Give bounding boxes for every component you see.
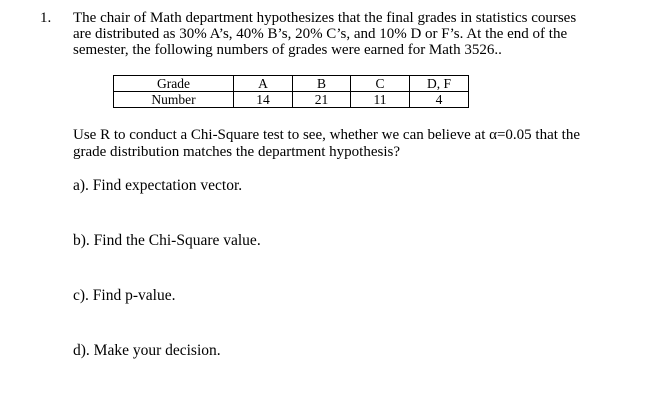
instruction-text [73, 127, 580, 161]
grade-cell-df: D, F [410, 76, 469, 92]
grade-label-cell: Grade [114, 76, 234, 92]
problem-line: The chair of Math department hypothesizes that the final grades in statistics courses [73, 10, 577, 26]
part-d: d). Make your decision. [73, 342, 221, 359]
grade-row [114, 76, 469, 92]
problem-statement [73, 10, 653, 58]
instruction-line: grade distribution matches the department hypothesis? [73, 144, 400, 160]
grades-table [113, 75, 469, 108]
number-label-cell: Number [114, 92, 234, 108]
grade-cell-c: C [351, 76, 410, 92]
count-cell-a: 14 [234, 92, 293, 108]
grade-cell-a: A [234, 76, 293, 92]
number-row [114, 92, 469, 108]
grade-cell-b: B [293, 76, 351, 92]
part-c: c). Find p-value. [73, 287, 176, 304]
count-cell-c: 11 [351, 92, 410, 108]
problem-line: are distributed as 30% A’s, 40% B’s, 20% C’s, and 10% D or F’s. At the end of the [73, 26, 568, 42]
count-cell-df: 4 [410, 92, 469, 108]
instruction-line: Use R to conduct a Chi-Square test to see, whether we can believe at α=0.05 that the [73, 127, 580, 143]
part-b: b). Find the Chi-Square value. [73, 232, 261, 249]
count-cell-b: 21 [293, 92, 351, 108]
part-a: a). Find expectation vector. [73, 177, 243, 194]
problem-number: 1. [40, 10, 52, 26]
problem-line: semester, the following numbers of grades were earned for Math 3526.. [73, 42, 502, 58]
